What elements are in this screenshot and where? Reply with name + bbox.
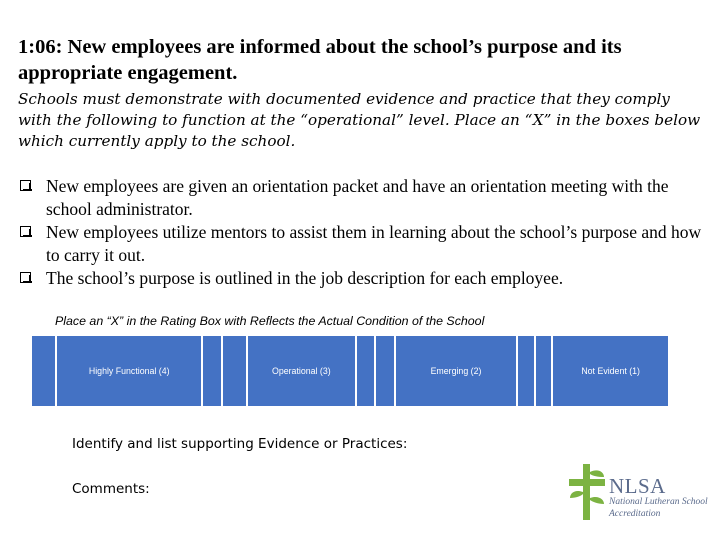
rating-box-emerging[interactable] xyxy=(376,336,395,406)
rating-box-not-evident[interactable] xyxy=(536,336,554,406)
checklist-item xyxy=(18,175,708,221)
comments-label: Comments: xyxy=(72,481,150,497)
nlsa-logo xyxy=(566,462,706,524)
criterion-title: 1:06: New employees are informed about the school’s purpose and its appropriate engagement. xyxy=(18,36,622,84)
checklist-item xyxy=(18,267,708,290)
rating-box-row xyxy=(32,336,668,406)
logo-subtitle: National Lutheran School Accreditation xyxy=(609,497,708,519)
rating-box-spacer[interactable] xyxy=(203,336,222,406)
rating-box-spacer[interactable] xyxy=(357,336,376,406)
rating-box-spacer[interactable] xyxy=(518,336,536,406)
checkbox-3[interactable] xyxy=(20,272,31,283)
checklist-item-text: New employees are given an orientation packet and have an orientation meeting with the school administrator. xyxy=(46,176,669,219)
rating-label-emerging[interactable]: Emerging (2) xyxy=(396,336,518,406)
checklist-item xyxy=(18,221,708,267)
criterion-instructions: Schools must demonstrate with documented evidence and practice that they comply with the following to function at the “operational” level. Place an “X” in the boxes below which currently apply to the school. xyxy=(18,90,701,150)
rating-box-highly-functional[interactable] xyxy=(32,336,57,406)
rating-label-not-evident[interactable]: Not Evident (1) xyxy=(581,366,640,376)
logo-name: NLSA xyxy=(609,474,666,498)
rating-label-operational[interactable]: Operational (3) xyxy=(248,336,357,406)
checklist-item-text: The school’s purpose is outlined in the job description for each employee. xyxy=(46,268,564,288)
checkbox-2[interactable] xyxy=(20,226,31,237)
rating-instructions: Place an “X” in the Rating Box with Reflects the Actual Condition of the School xyxy=(55,314,485,328)
rating-box-operational[interactable] xyxy=(223,336,248,406)
evidence-label: Identify and list supporting Evidence or Practices: xyxy=(72,436,408,452)
checkbox-1[interactable] xyxy=(20,180,31,191)
cross-leaf-icon xyxy=(566,462,608,524)
checklist-item-text: New employees utilize mentors to assist them in learning about the school’s purpose and how to carry it out. xyxy=(46,222,702,265)
indicator-checklist xyxy=(18,175,708,290)
rating-label-highly-functional[interactable]: Highly Functional (4) xyxy=(57,336,203,406)
